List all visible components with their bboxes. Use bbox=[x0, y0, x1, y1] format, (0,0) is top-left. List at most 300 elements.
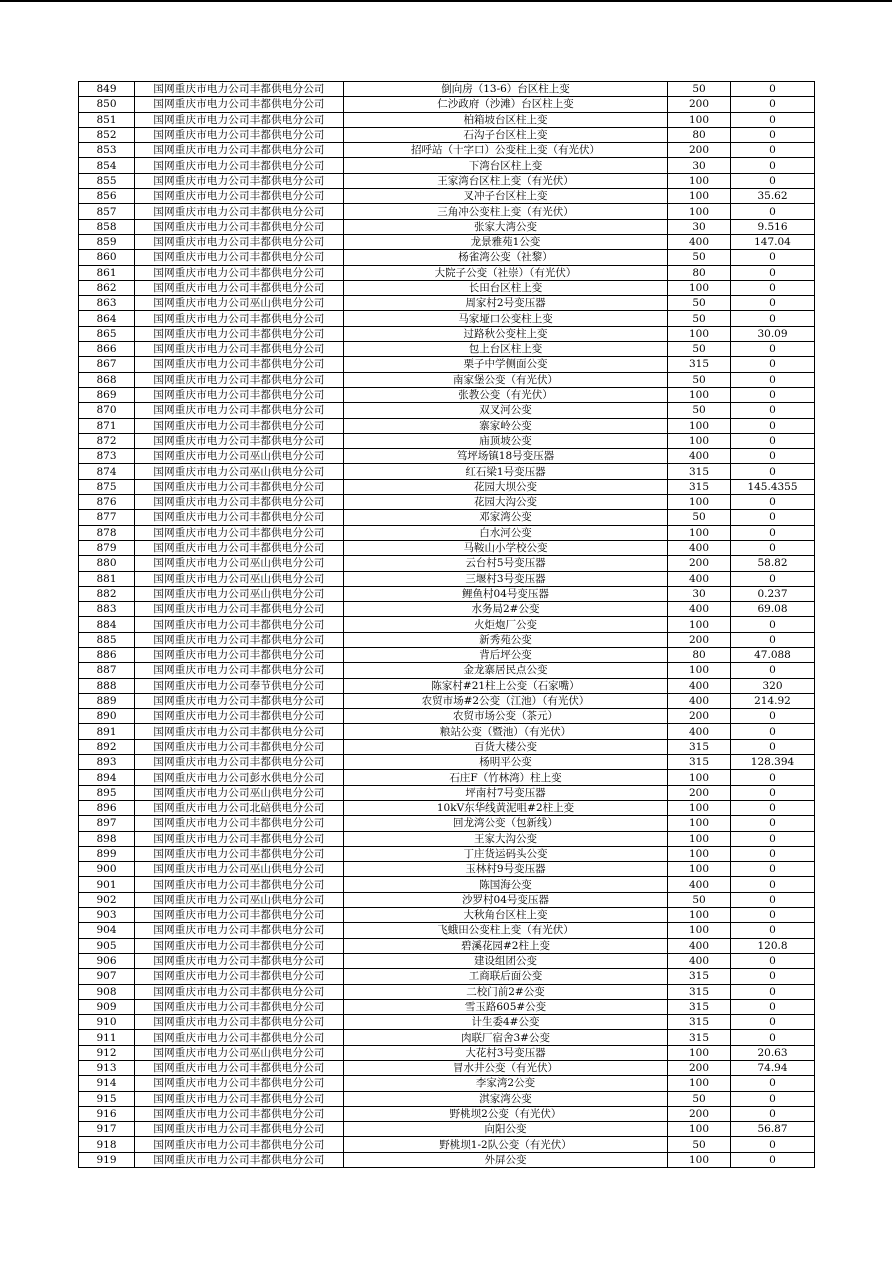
transformer-name-cell: 大院子公变（社崇）（有光伏） bbox=[344, 265, 668, 280]
value-cell: 0 bbox=[731, 999, 815, 1014]
capacity-cell: 100 bbox=[668, 1045, 731, 1060]
capacity-cell: 400 bbox=[668, 540, 731, 555]
capacity-cell: 400 bbox=[668, 449, 731, 464]
table-row bbox=[79, 969, 815, 984]
row-number-cell: 919 bbox=[79, 1152, 135, 1167]
table-row bbox=[79, 709, 815, 724]
company-name-cell: 国网重庆市电力公司丰都供电分公司 bbox=[135, 739, 344, 754]
company-name-cell: 国网重庆市电力公司丰都供电分公司 bbox=[135, 1061, 344, 1076]
value-cell: 0 bbox=[731, 403, 815, 418]
company-name-cell: 国网重庆市电力公司巫山供电分公司 bbox=[135, 296, 344, 311]
transformer-name-cell: 李家湾2公变 bbox=[344, 1076, 668, 1091]
company-name-cell: 国网重庆市电力公司丰都供电分公司 bbox=[135, 1091, 344, 1106]
transformer-name-cell: 陈家村#21柱上公变（石家嘴） bbox=[344, 678, 668, 693]
transformer-name-cell: 水务局2#公变 bbox=[344, 602, 668, 617]
table-row bbox=[79, 999, 815, 1014]
table-row bbox=[79, 862, 815, 877]
row-number-cell: 872 bbox=[79, 433, 135, 448]
transformer-name-cell: 红石梁1号变压器 bbox=[344, 464, 668, 479]
row-number-cell: 851 bbox=[79, 112, 135, 127]
table-row bbox=[79, 143, 815, 158]
company-name-cell: 国网重庆市电力公司丰都供电分公司 bbox=[135, 219, 344, 234]
company-name-cell: 国网重庆市电力公司丰都供电分公司 bbox=[135, 495, 344, 510]
table-row bbox=[79, 265, 815, 280]
capacity-cell: 100 bbox=[668, 1152, 731, 1167]
company-name-cell: 国网重庆市电力公司丰都供电分公司 bbox=[135, 418, 344, 433]
row-number-cell: 876 bbox=[79, 495, 135, 510]
row-number-cell: 918 bbox=[79, 1137, 135, 1152]
capacity-cell: 315 bbox=[668, 984, 731, 999]
row-number-cell: 878 bbox=[79, 525, 135, 540]
row-number-cell: 895 bbox=[79, 785, 135, 800]
transformer-name-cell: 农贸市场#2公变（江池）（有光伏） bbox=[344, 693, 668, 708]
capacity-cell: 100 bbox=[668, 908, 731, 923]
table-row bbox=[79, 1091, 815, 1106]
table-row bbox=[79, 97, 815, 112]
transformer-name-cell: 陈国海公变 bbox=[344, 877, 668, 892]
transformer-name-cell: 长田台区柱上变 bbox=[344, 280, 668, 295]
company-name-cell: 国网重庆市电力公司丰都供电分公司 bbox=[135, 709, 344, 724]
capacity-cell: 100 bbox=[668, 831, 731, 846]
row-number-cell: 889 bbox=[79, 693, 135, 708]
company-name-cell: 国网重庆市电力公司丰都供电分公司 bbox=[135, 97, 344, 112]
table-row bbox=[79, 1045, 815, 1060]
value-cell: 47.088 bbox=[731, 647, 815, 662]
row-number-cell: 863 bbox=[79, 296, 135, 311]
capacity-cell: 100 bbox=[668, 387, 731, 402]
row-number-cell: 853 bbox=[79, 143, 135, 158]
capacity-cell: 50 bbox=[668, 892, 731, 907]
table-row bbox=[79, 372, 815, 387]
company-name-cell: 国网重庆市电力公司丰都供电分公司 bbox=[135, 693, 344, 708]
row-number-cell: 874 bbox=[79, 464, 135, 479]
company-name-cell: 国网重庆市电力公司丰都供电分公司 bbox=[135, 938, 344, 953]
row-number-cell: 885 bbox=[79, 632, 135, 647]
capacity-cell: 400 bbox=[668, 571, 731, 586]
company-name-cell: 国网重庆市电力公司丰都供电分公司 bbox=[135, 632, 344, 647]
transformer-name-cell: 建设组团公变 bbox=[344, 953, 668, 968]
company-name-cell: 国网重庆市电力公司丰都供电分公司 bbox=[135, 877, 344, 892]
value-cell: 0 bbox=[731, 632, 815, 647]
capacity-cell: 50 bbox=[668, 403, 731, 418]
table-row bbox=[79, 296, 815, 311]
company-name-cell: 国网重庆市电力公司丰都供电分公司 bbox=[135, 1015, 344, 1030]
transformer-name-cell: 坪南村7号变压器 bbox=[344, 785, 668, 800]
value-cell: 0 bbox=[731, 342, 815, 357]
transformer-name-cell: 百货大楼公变 bbox=[344, 739, 668, 754]
company-name-cell: 国网重庆市电力公司丰都供电分公司 bbox=[135, 158, 344, 173]
row-number-cell: 913 bbox=[79, 1061, 135, 1076]
company-name-cell: 国网重庆市电力公司丰都供电分公司 bbox=[135, 663, 344, 678]
table-row bbox=[79, 617, 815, 632]
company-name-cell: 国网重庆市电力公司丰都供电分公司 bbox=[135, 1106, 344, 1121]
transformer-name-cell: 外屏公变 bbox=[344, 1152, 668, 1167]
capacity-cell: 200 bbox=[668, 556, 731, 571]
transformer-name-cell: 叉冲子台区柱上变 bbox=[344, 189, 668, 204]
table-row bbox=[79, 127, 815, 142]
table-row bbox=[79, 342, 815, 357]
transformer-name-cell: 丁庄货运码头公变 bbox=[344, 846, 668, 861]
transformer-name-cell: 10kV东华线黄泥咀#2柱上变 bbox=[344, 800, 668, 815]
value-cell: 0 bbox=[731, 280, 815, 295]
company-name-cell: 国网重庆市电力公司丰都供电分公司 bbox=[135, 510, 344, 525]
capacity-cell: 100 bbox=[668, 800, 731, 815]
row-number-cell: 875 bbox=[79, 479, 135, 494]
transformer-name-cell: 野桃坝2公变（有光伏） bbox=[344, 1106, 668, 1121]
transformer-name-cell: 仁沙政府（沙滩）台区柱上变 bbox=[344, 97, 668, 112]
row-number-cell: 907 bbox=[79, 969, 135, 984]
transformer-name-cell: 沙罗村04号变压器 bbox=[344, 892, 668, 907]
row-number-cell: 897 bbox=[79, 816, 135, 831]
company-name-cell: 国网重庆市电力公司丰都供电分公司 bbox=[135, 617, 344, 632]
table-row bbox=[79, 586, 815, 601]
value-cell: 0 bbox=[731, 449, 815, 464]
capacity-cell: 315 bbox=[668, 755, 731, 770]
value-cell: 0 bbox=[731, 908, 815, 923]
table-row bbox=[79, 984, 815, 999]
company-name-cell: 国网重庆市电力公司丰都供电分公司 bbox=[135, 831, 344, 846]
capacity-cell: 100 bbox=[668, 433, 731, 448]
capacity-cell: 30 bbox=[668, 158, 731, 173]
capacity-cell: 100 bbox=[668, 525, 731, 540]
value-cell: 30.09 bbox=[731, 326, 815, 341]
transformer-name-cell: 大花村3号变压器 bbox=[344, 1045, 668, 1060]
transformer-name-cell: 邓家湾公变 bbox=[344, 510, 668, 525]
table-row bbox=[79, 678, 815, 693]
transformer-name-cell: 柏箱坡台区柱上变 bbox=[344, 112, 668, 127]
capacity-cell: 50 bbox=[668, 250, 731, 265]
transformer-name-cell: 工商联后面公变 bbox=[344, 969, 668, 984]
table-row bbox=[79, 739, 815, 754]
value-cell: 0 bbox=[731, 862, 815, 877]
row-number-cell: 868 bbox=[79, 372, 135, 387]
table-row bbox=[79, 724, 815, 739]
transformer-name-cell: 三角冲公变柱上变（有光伏） bbox=[344, 204, 668, 219]
company-name-cell: 国网重庆市电力公司丰都供电分公司 bbox=[135, 479, 344, 494]
transformer-name-cell: 背后坪公变 bbox=[344, 647, 668, 662]
company-name-cell: 国网重庆市电力公司丰都供电分公司 bbox=[135, 250, 344, 265]
table-row bbox=[79, 112, 815, 127]
table-row bbox=[79, 250, 815, 265]
capacity-cell: 100 bbox=[668, 617, 731, 632]
company-name-cell: 国网重庆市电力公司北碚供电分公司 bbox=[135, 800, 344, 815]
capacity-cell: 400 bbox=[668, 693, 731, 708]
capacity-cell: 50 bbox=[668, 372, 731, 387]
transformer-name-cell: 寨家岭公变 bbox=[344, 418, 668, 433]
row-number-cell: 902 bbox=[79, 892, 135, 907]
capacity-cell: 30 bbox=[668, 219, 731, 234]
table-row bbox=[79, 1122, 815, 1137]
value-cell: 0 bbox=[731, 816, 815, 831]
row-number-cell: 854 bbox=[79, 158, 135, 173]
capacity-cell: 400 bbox=[668, 234, 731, 249]
value-cell: 0 bbox=[731, 953, 815, 968]
row-number-cell: 850 bbox=[79, 97, 135, 112]
table-row bbox=[79, 816, 815, 831]
capacity-cell: 315 bbox=[668, 357, 731, 372]
company-name-cell: 国网重庆市电力公司丰都供电分公司 bbox=[135, 143, 344, 158]
table-row bbox=[79, 387, 815, 402]
company-name-cell: 国网重庆市电力公司巫山供电分公司 bbox=[135, 449, 344, 464]
capacity-cell: 315 bbox=[668, 1015, 731, 1030]
value-cell: 0.237 bbox=[731, 586, 815, 601]
value-cell: 0 bbox=[731, 984, 815, 999]
transformer-name-cell: 笃坪场镇18号变压器 bbox=[344, 449, 668, 464]
table-row bbox=[79, 1061, 815, 1076]
transformer-name-cell: 张家大湾公变 bbox=[344, 219, 668, 234]
row-number-cell: 892 bbox=[79, 739, 135, 754]
capacity-cell: 315 bbox=[668, 999, 731, 1014]
capacity-cell: 200 bbox=[668, 709, 731, 724]
value-cell: 0 bbox=[731, 892, 815, 907]
table-row bbox=[79, 953, 815, 968]
table-row bbox=[79, 433, 815, 448]
transformer-name-cell: 回龙湾公变（包新线） bbox=[344, 816, 668, 831]
row-number-cell: 882 bbox=[79, 586, 135, 601]
row-number-cell: 912 bbox=[79, 1045, 135, 1060]
company-name-cell: 国网重庆市电力公司丰都供电分公司 bbox=[135, 280, 344, 295]
value-cell: 0 bbox=[731, 372, 815, 387]
transformer-name-cell: 王家湾台区柱上变（有光伏） bbox=[344, 173, 668, 188]
row-number-cell: 867 bbox=[79, 357, 135, 372]
row-number-cell: 884 bbox=[79, 617, 135, 632]
transformer-name-cell: 肉联厂宿舍3#公变 bbox=[344, 1030, 668, 1045]
company-name-cell: 国网重庆市电力公司丰都供电分公司 bbox=[135, 908, 344, 923]
value-cell: 0 bbox=[731, 800, 815, 815]
value-cell: 58.82 bbox=[731, 556, 815, 571]
value-cell: 0 bbox=[731, 173, 815, 188]
capacity-cell: 100 bbox=[668, 816, 731, 831]
table-row bbox=[79, 418, 815, 433]
row-number-cell: 886 bbox=[79, 647, 135, 662]
capacity-cell: 315 bbox=[668, 464, 731, 479]
company-name-cell: 国网重庆市电力公司丰都供电分公司 bbox=[135, 755, 344, 770]
table-row bbox=[79, 357, 815, 372]
capacity-cell: 100 bbox=[668, 923, 731, 938]
row-number-cell: 857 bbox=[79, 204, 135, 219]
company-name-cell: 国网重庆市电力公司丰都供电分公司 bbox=[135, 342, 344, 357]
row-number-cell: 855 bbox=[79, 173, 135, 188]
value-cell: 147.04 bbox=[731, 234, 815, 249]
company-name-cell: 国网重庆市电力公司丰都供电分公司 bbox=[135, 204, 344, 219]
table-row bbox=[79, 785, 815, 800]
capacity-cell: 50 bbox=[668, 1137, 731, 1152]
value-cell: 0 bbox=[731, 495, 815, 510]
transformer-name-cell: 计生委4#公变 bbox=[344, 1015, 668, 1030]
value-cell: 0 bbox=[731, 387, 815, 402]
capacity-cell: 400 bbox=[668, 724, 731, 739]
capacity-cell: 100 bbox=[668, 495, 731, 510]
transformer-name-cell: 淇家湾公变 bbox=[344, 1091, 668, 1106]
company-name-cell: 国网重庆市电力公司丰都供电分公司 bbox=[135, 112, 344, 127]
row-number-cell: 858 bbox=[79, 219, 135, 234]
top-border-line bbox=[0, 0, 892, 2]
company-name-cell: 国网重庆市电力公司丰都供电分公司 bbox=[135, 433, 344, 448]
transformer-table bbox=[78, 81, 815, 1168]
capacity-cell: 200 bbox=[668, 632, 731, 647]
capacity-cell: 100 bbox=[668, 418, 731, 433]
transformer-name-cell: 大秋角台区柱上变 bbox=[344, 908, 668, 923]
transformer-name-cell: 粮站公变（暨池）（有光伏） bbox=[344, 724, 668, 739]
transformer-name-cell: 包上台区柱上变 bbox=[344, 342, 668, 357]
value-cell: 0 bbox=[731, 311, 815, 326]
company-name-cell: 国网重庆市电力公司巫山供电分公司 bbox=[135, 892, 344, 907]
value-cell: 128.394 bbox=[731, 755, 815, 770]
table-row bbox=[79, 311, 815, 326]
transformer-name-cell: 南家堡公变（有光伏） bbox=[344, 372, 668, 387]
company-name-cell: 国网重庆市电力公司丰都供电分公司 bbox=[135, 1152, 344, 1167]
capacity-cell: 100 bbox=[668, 204, 731, 219]
value-cell: 0 bbox=[731, 296, 815, 311]
value-cell: 0 bbox=[731, 831, 815, 846]
transformer-name-cell: 杨明平公变 bbox=[344, 755, 668, 770]
transformer-name-cell: 栗子中学侧面公变 bbox=[344, 357, 668, 372]
value-cell: 0 bbox=[731, 127, 815, 142]
value-cell: 0 bbox=[731, 571, 815, 586]
table-row bbox=[79, 1076, 815, 1091]
value-cell: 0 bbox=[731, 464, 815, 479]
value-cell: 0 bbox=[731, 923, 815, 938]
transformer-name-cell: 花园大坝公变 bbox=[344, 479, 668, 494]
row-number-cell: 864 bbox=[79, 311, 135, 326]
transformer-name-cell: 马鞍山小学校公变 bbox=[344, 540, 668, 555]
transformer-name-cell: 玉林村9号变压器 bbox=[344, 862, 668, 877]
table-row bbox=[79, 938, 815, 953]
value-cell: 0 bbox=[731, 846, 815, 861]
capacity-cell: 400 bbox=[668, 877, 731, 892]
table-row bbox=[79, 663, 815, 678]
value-cell: 0 bbox=[731, 709, 815, 724]
row-number-cell: 894 bbox=[79, 770, 135, 785]
company-name-cell: 国网重庆市电力公司丰都供电分公司 bbox=[135, 82, 344, 97]
company-name-cell: 国网重庆市电力公司奉节供电分公司 bbox=[135, 678, 344, 693]
table-row bbox=[79, 1137, 815, 1152]
table-row bbox=[79, 755, 815, 770]
value-cell: 0 bbox=[731, 510, 815, 525]
capacity-cell: 100 bbox=[668, 862, 731, 877]
value-cell: 0 bbox=[731, 617, 815, 632]
company-name-cell: 国网重庆市电力公司丰都供电分公司 bbox=[135, 326, 344, 341]
table-body bbox=[79, 82, 815, 1168]
capacity-cell: 100 bbox=[668, 189, 731, 204]
company-name-cell: 国网重庆市电力公司丰都供电分公司 bbox=[135, 999, 344, 1014]
capacity-cell: 100 bbox=[668, 770, 731, 785]
value-cell: 0 bbox=[731, 877, 815, 892]
value-cell: 0 bbox=[731, 433, 815, 448]
value-cell: 20.63 bbox=[731, 1045, 815, 1060]
transformer-name-cell: 石沟子台区柱上变 bbox=[344, 127, 668, 142]
capacity-cell: 100 bbox=[668, 326, 731, 341]
table-row bbox=[79, 602, 815, 617]
capacity-cell: 100 bbox=[668, 280, 731, 295]
table-row bbox=[79, 846, 815, 861]
value-cell: 69.08 bbox=[731, 602, 815, 617]
row-number-cell: 904 bbox=[79, 923, 135, 938]
company-name-cell: 国网重庆市电力公司丰都供电分公司 bbox=[135, 372, 344, 387]
transformer-name-cell: 新秀苑公变 bbox=[344, 632, 668, 647]
value-cell: 214.92 bbox=[731, 693, 815, 708]
row-number-cell: 865 bbox=[79, 326, 135, 341]
row-number-cell: 888 bbox=[79, 678, 135, 693]
company-name-cell: 国网重庆市电力公司巫山供电分公司 bbox=[135, 785, 344, 800]
table-row bbox=[79, 403, 815, 418]
company-name-cell: 国网重庆市电力公司丰都供电分公司 bbox=[135, 525, 344, 540]
transformer-name-cell: 张教公变（有光伏） bbox=[344, 387, 668, 402]
company-name-cell: 国网重庆市电力公司丰都供电分公司 bbox=[135, 540, 344, 555]
value-cell: 0 bbox=[731, 1152, 815, 1167]
row-number-cell: 862 bbox=[79, 280, 135, 295]
value-cell: 0 bbox=[731, 1091, 815, 1106]
capacity-cell: 315 bbox=[668, 479, 731, 494]
table-row bbox=[79, 647, 815, 662]
table-row bbox=[79, 632, 815, 647]
capacity-cell: 100 bbox=[668, 846, 731, 861]
row-number-cell: 906 bbox=[79, 953, 135, 968]
company-name-cell: 国网重庆市电力公司巫山供电分公司 bbox=[135, 464, 344, 479]
company-name-cell: 国网重庆市电力公司丰都供电分公司 bbox=[135, 357, 344, 372]
row-number-cell: 879 bbox=[79, 540, 135, 555]
value-cell: 0 bbox=[731, 1030, 815, 1045]
value-cell: 35.62 bbox=[731, 189, 815, 204]
value-cell: 9.516 bbox=[731, 219, 815, 234]
table-row bbox=[79, 326, 815, 341]
value-cell: 0 bbox=[731, 1137, 815, 1152]
value-cell: 0 bbox=[731, 969, 815, 984]
company-name-cell: 国网重庆市电力公司丰都供电分公司 bbox=[135, 1137, 344, 1152]
row-number-cell: 916 bbox=[79, 1106, 135, 1121]
transformer-name-cell: 碧溪花园#2柱上变 bbox=[344, 938, 668, 953]
value-cell: 0 bbox=[731, 357, 815, 372]
value-cell: 0 bbox=[731, 265, 815, 280]
value-cell: 0 bbox=[731, 785, 815, 800]
table-row bbox=[79, 1106, 815, 1121]
value-cell: 0 bbox=[731, 1106, 815, 1121]
company-name-cell: 国网重庆市电力公司丰都供电分公司 bbox=[135, 1030, 344, 1045]
transformer-name-cell: 鲤鱼村04号变压器 bbox=[344, 586, 668, 601]
transformer-name-cell: 招呼站（十字口）公变柱上变（有光伏） bbox=[344, 143, 668, 158]
capacity-cell: 50 bbox=[668, 342, 731, 357]
row-number-cell: 860 bbox=[79, 250, 135, 265]
table-row bbox=[79, 234, 815, 249]
table-row bbox=[79, 556, 815, 571]
row-number-cell: 849 bbox=[79, 82, 135, 97]
value-cell: 145.4355 bbox=[731, 479, 815, 494]
value-cell: 0 bbox=[731, 204, 815, 219]
transformer-name-cell: 向阳公变 bbox=[344, 1122, 668, 1137]
table-row bbox=[79, 693, 815, 708]
transformer-name-cell: 火炬炮厂公变 bbox=[344, 617, 668, 632]
company-name-cell: 国网重庆市电力公司巫山供电分公司 bbox=[135, 571, 344, 586]
capacity-cell: 100 bbox=[668, 663, 731, 678]
value-cell: 0 bbox=[731, 663, 815, 678]
value-cell: 0 bbox=[731, 540, 815, 555]
company-name-cell: 国网重庆市电力公司丰都供电分公司 bbox=[135, 1122, 344, 1137]
capacity-cell: 200 bbox=[668, 143, 731, 158]
transformer-name-cell: 杨雀湾公变（社黎） bbox=[344, 250, 668, 265]
capacity-cell: 315 bbox=[668, 969, 731, 984]
transformer-name-cell: 雪玉路605#公变 bbox=[344, 999, 668, 1014]
value-cell: 0 bbox=[731, 724, 815, 739]
row-number-cell: 856 bbox=[79, 189, 135, 204]
row-number-cell: 905 bbox=[79, 938, 135, 953]
capacity-cell: 50 bbox=[668, 296, 731, 311]
row-number-cell: 909 bbox=[79, 999, 135, 1014]
capacity-cell: 50 bbox=[668, 82, 731, 97]
company-name-cell: 国网重庆市电力公司丰都供电分公司 bbox=[135, 724, 344, 739]
table-row bbox=[79, 1030, 815, 1045]
company-name-cell: 国网重庆市电力公司丰都供电分公司 bbox=[135, 403, 344, 418]
company-name-cell: 国网重庆市电力公司巫山供电分公司 bbox=[135, 1045, 344, 1060]
